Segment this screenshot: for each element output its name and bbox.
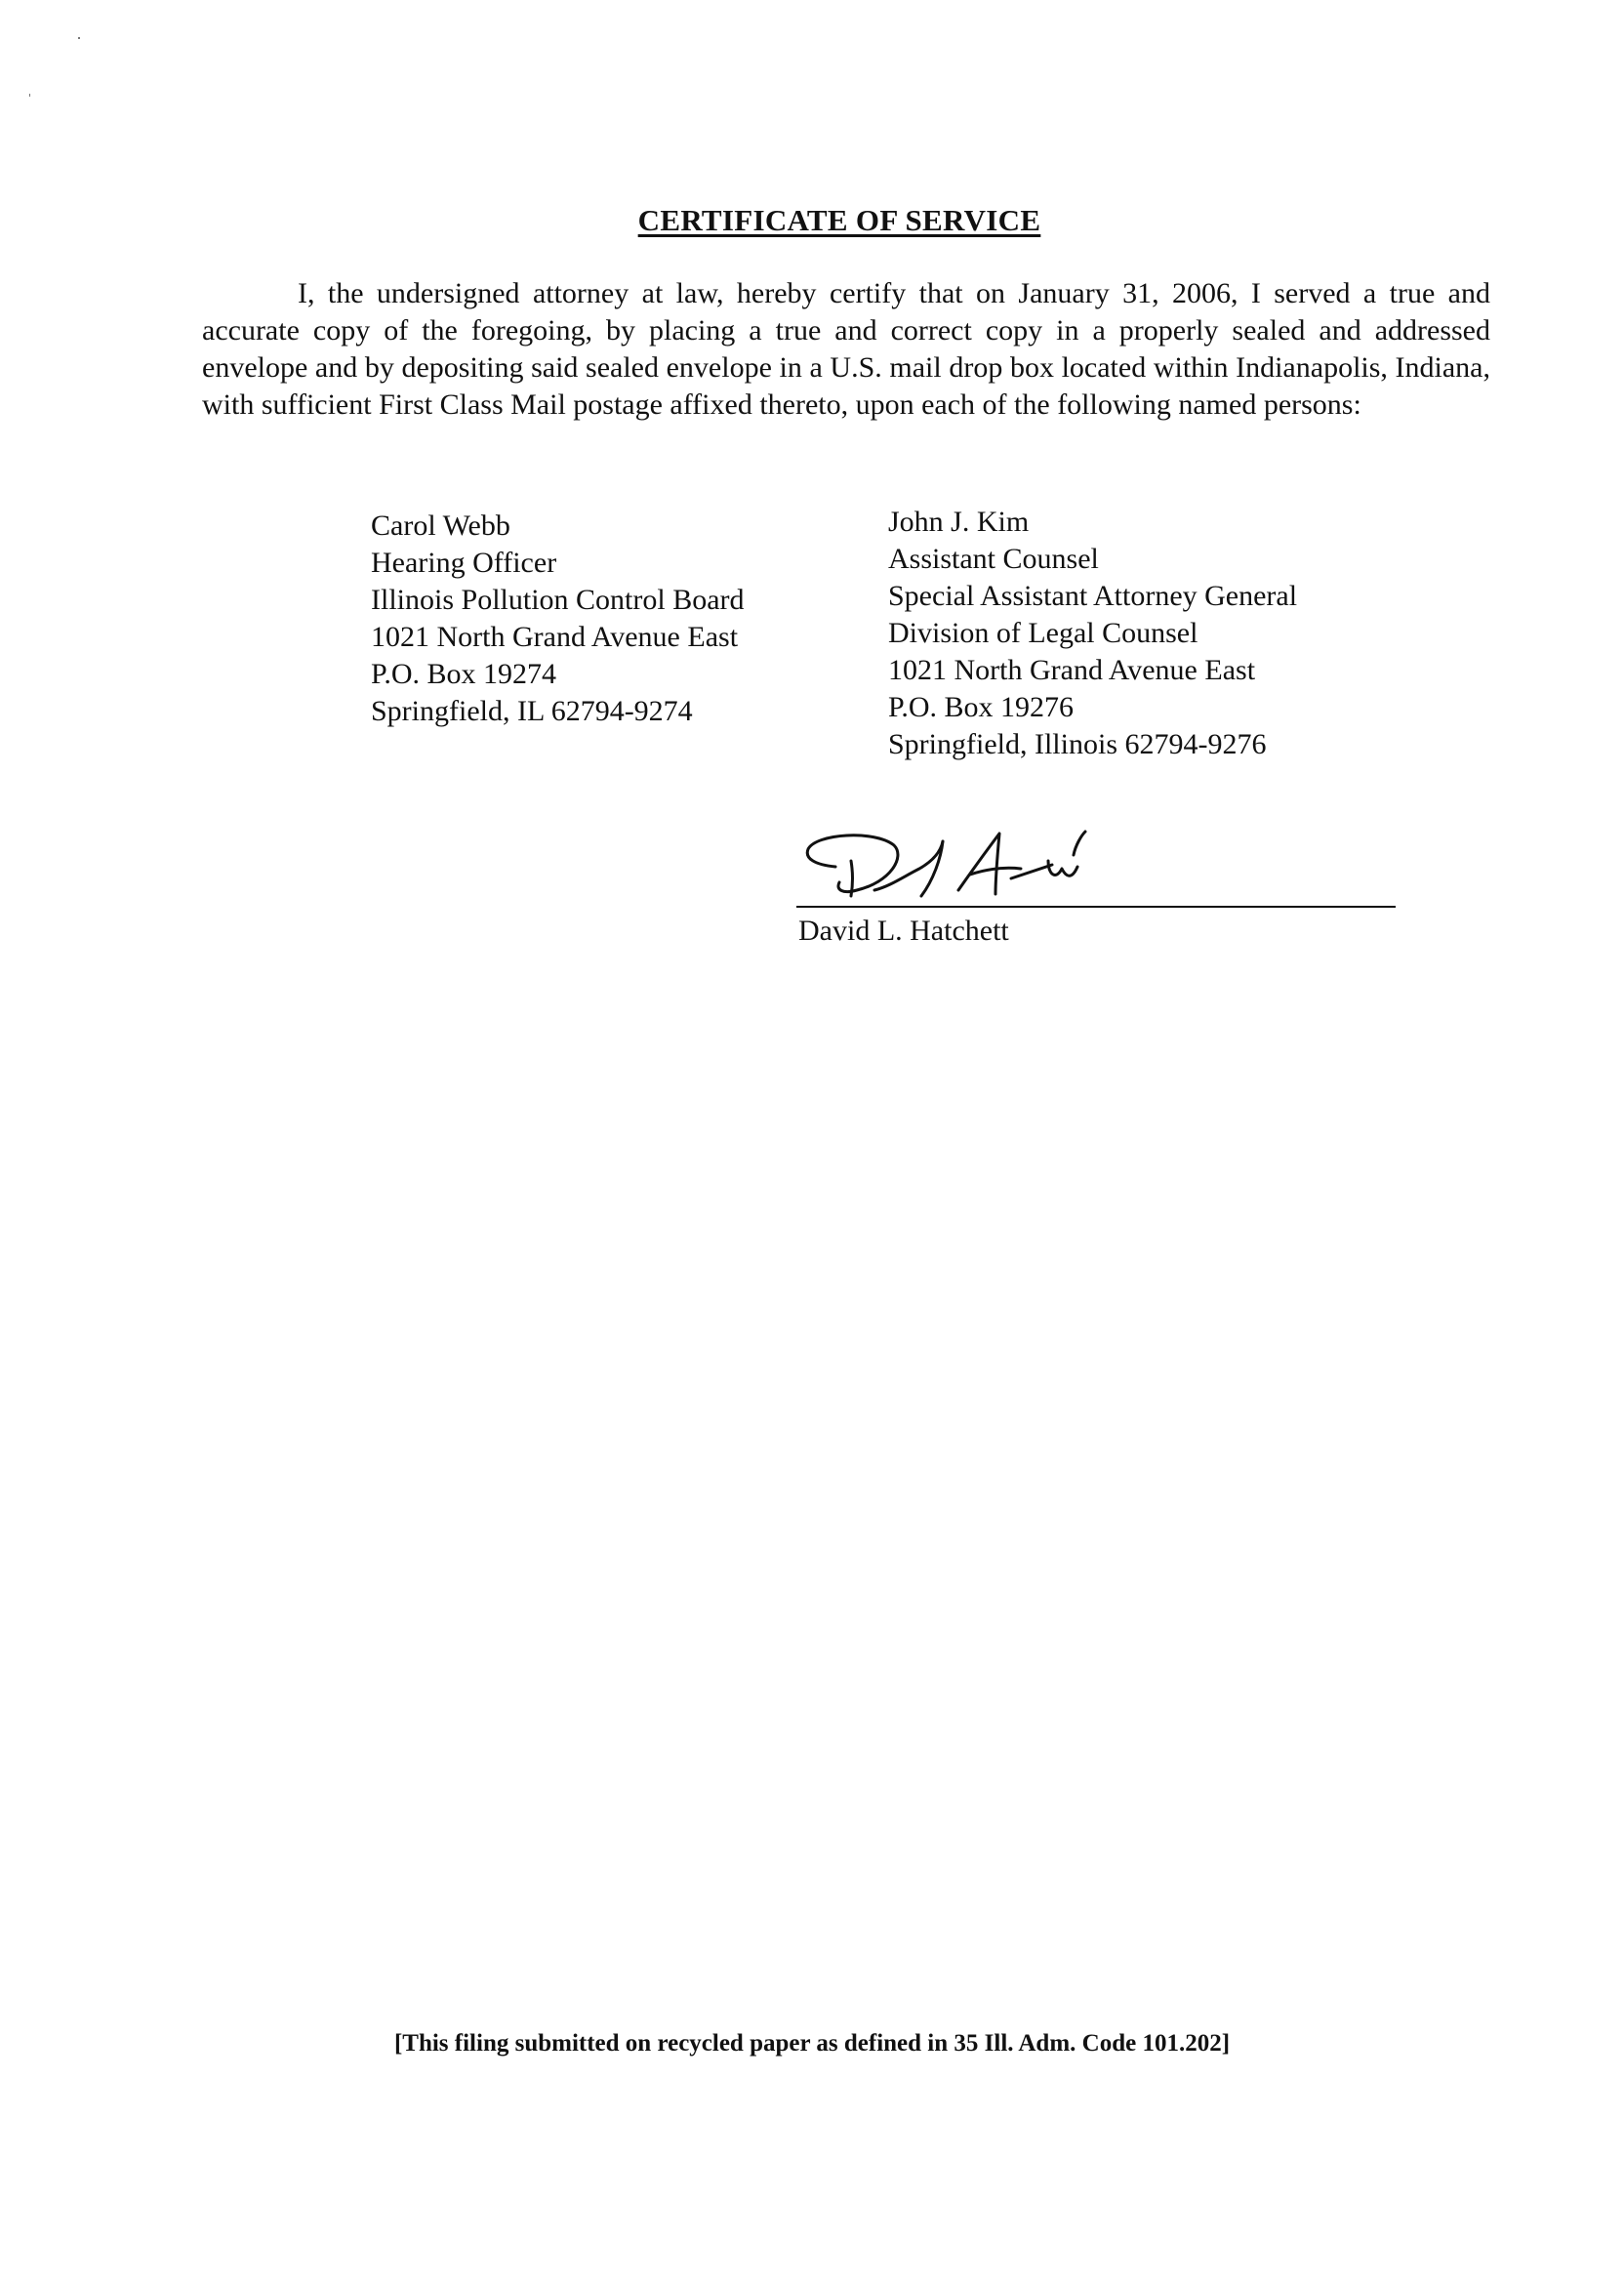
address-line: Carol Webb (371, 509, 510, 542)
address-line: Hearing Officer (371, 547, 557, 579)
address-line: Illinois Pollution Control Board (371, 584, 745, 616)
address-line: 1021 North Grand Avenue East (888, 654, 1256, 686)
address-line: P.O. Box 19276 (888, 691, 1075, 723)
handwritten-signature (796, 826, 1396, 904)
address-line: Springfield, IL 62794-9274 (371, 695, 693, 727)
address-line: P.O. Box 19274 (371, 658, 557, 690)
address-line: Assistant Counsel (888, 543, 1099, 575)
footer-note: [This filing submitted on recycled paper as defined in 35 Ill. Adm. Code 101.202] (393, 2030, 1231, 2057)
certification-paragraph: I, the undersigned attorney at law, hereby certify that on January 31, 2006, I served a true and accurate copy of the foregoing, by placing a true and correct copy in a properly sealed and addressed envelope and by depositing said sealed envelope in a U.S. mail drop box located within Indianapolis, Indiana, with sufficient First Class Mail postage affixed thereto, upon each of the following named persons: (202, 277, 1490, 421)
address-line: John J. Kim (888, 506, 1030, 538)
address-line: 1021 North Grand Avenue East (371, 621, 739, 653)
signature-line (796, 906, 1396, 908)
address-line: Springfield, Illinois 62794-9276 (888, 728, 1267, 760)
scan-speck (29, 94, 30, 97)
address-line: Special Assistant Attorney General (888, 580, 1298, 612)
recipient-address-left (371, 508, 830, 730)
signature-block (796, 826, 1396, 904)
page-title: CERTIFICATE OF SERVICE (637, 203, 1041, 237)
address-line: Division of Legal Counsel (888, 617, 1198, 649)
recipient-address-right (888, 504, 1396, 763)
signer-name: David L. Hatchett (798, 915, 1009, 947)
scan-speck (78, 37, 80, 39)
